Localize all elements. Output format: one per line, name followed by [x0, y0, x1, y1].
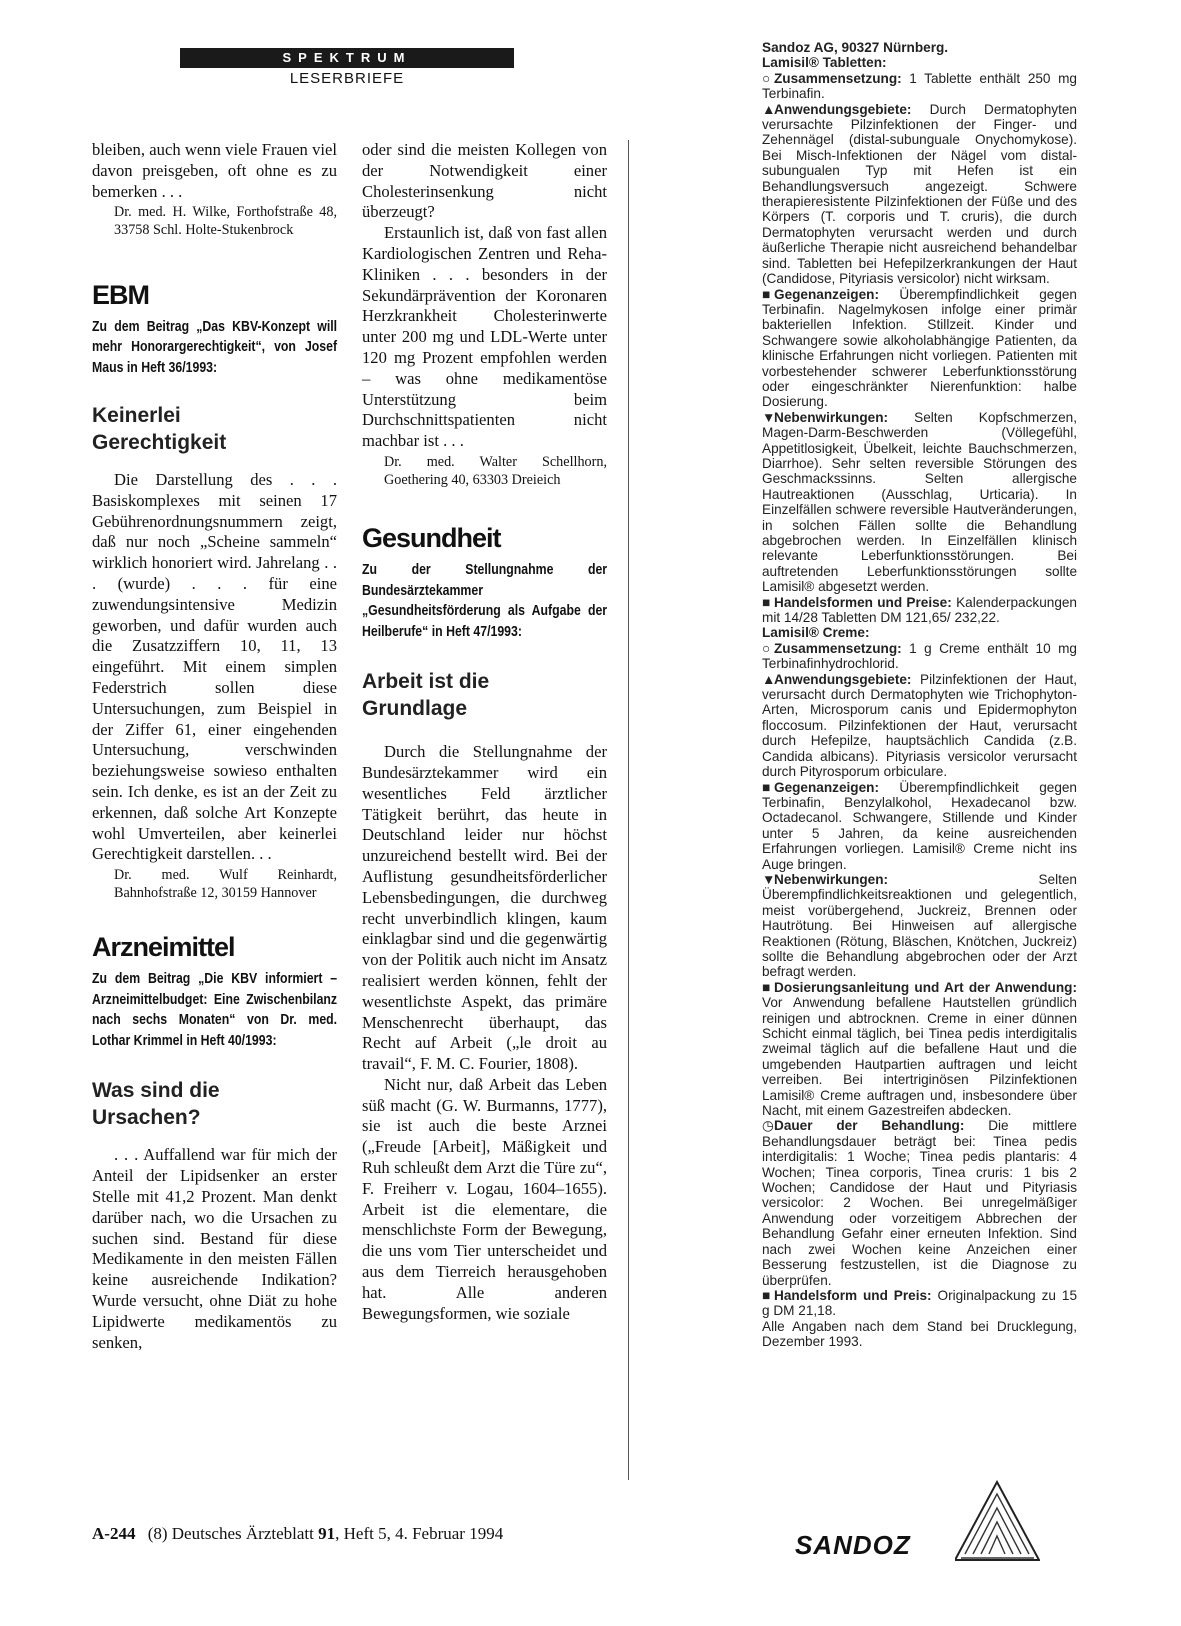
tablet-title: Lamisil® Tabletten: — [762, 55, 887, 71]
lamisil-advert — [762, 40, 1077, 1350]
label: Anwendungsgebiete: — [774, 101, 912, 117]
composition-icon: ○ — [762, 70, 771, 86]
section-title-arzneimittel: Arzneimittel — [92, 932, 235, 963]
ebm-text: Die Darstellung des . . . Basiskomplexes mit seinen 17 Gebührenordnungsnummern zeigt, daß nur noch „Scheine sammeln“ wirklich honoriert wird. Jahrelang . . . (wurde) . . . für eine zuwendungsintensive Medizin geworben, und dafür wurden auch die Zusatzziffern 10, 11, 13 eingeführt. Mit einem simplen Federstrich sollen diese Untersuchungen, zum Beispiel in der Ziffer 61, einer eingehenden Untersuchung, verschwinden beziehungsweise sowieso enthalten sein. Ich denke, es ist an der Zeit zu erkennen, daß solche Art Konzepte wohl Umverteilen, aber keinerlei Gerechtigkeit darstellen. . . — [92, 470, 337, 864]
column-1 — [92, 140, 337, 1353]
dosage-icon: ■ — [762, 979, 771, 995]
continued-text-2: Erstaunlich ist, daß von fast allen Kardiologischen Zentren und Reha-Kliniken . . . besonders in der Sekundärprävention der Koronaren Herzkrankheit Cholesterinwerte unter 200 mg und LDL-Werte unter 120 mg Prozent empfohlen werden – was ohne medikamentöse Unterstützung beim Durchschnittspatienten nicht machbar ist . . . — [362, 223, 607, 451]
value: Die mittlere Behandlungsdauer beträgt bei: Tinea pedis interdigitalis: 1 Woche; Tinea pedis plantaris: 4 Wochen; Tinea corporis, Tinea cruris: 1 bis 2 Wochen; Candidose der Haut und Pityriasis versicolor: 2 Wochen. Bei unregelmäßiger Anwendung oder vorzeitigem Abbrechen der Behandlung Gefahr einer erneuten Infektion. Sind nach zwei Wochen keine Anzeichen einer Besserung festzustellen, ist die Diagnose zu überprüfen. — [762, 1118, 1077, 1288]
value: Selten Kopfschmerzen, Magen-Darm-Beschwerden (Völlegefühl, Appetitlosigkeit, Übelkeit, leichte Bauchschmerzen, Diarrhoe). Sehr selten reversible Störungen des Geschmackssinns. Selten allergische Hautreaktionen (Ausschlag, Urticaria). In Einzelfällen schwere reversible Hautveränderungen, in solchen Fällen sollte die Behandlung abgebrochen werden. In Einzelfällen klinisch relevante Leberfunktionsstörungen. Bei auftretenden Leberfunktionsstörungen sollte Lamisil® abgesetzt werden. — [762, 409, 1077, 595]
label: Gegenanzeigen: — [774, 286, 879, 302]
label: Handelsformen und Preise: — [774, 594, 952, 610]
section-title-ebm: EBM — [92, 279, 149, 310]
gesundheit-text-1: Durch die Stellungnahme der Bundesärztekammer wird ein wesentliches Feld ärztlicher Tätigkeit berührt, das heute in Deutschland leider nur höchst unzureichend bestellt wird. Bei der Auflistung gesundheitsförderlicher Lebensbedingungen, die durchweg recht unverbindlich klingen, kaum einklagbar sind und die gegenwärtig von der Politik auch nicht im Ansatz realisiert werden können, fehlt der wesentlichste Aspekt, das primäre Menschenrecht überhaupt, das Recht auf Arbeit („le droit au travail“, F. M. C. Fourier, 1808). — [362, 742, 607, 1074]
label: Zusammensetzung: — [774, 70, 902, 86]
label: Nebenwirkungen: — [774, 409, 889, 425]
column-2 — [362, 140, 607, 1324]
footer-issue: , Heft 5, 4. Februar 1994 — [335, 1524, 504, 1543]
heading-ebm: Keinerlei Gerechtigkeit — [92, 404, 227, 455]
package-icon: ■ — [762, 1287, 771, 1303]
value: Pilzinfektionen der Haut, verursacht durch Dermatophyten wie Trichophyton-Arten, Microsporum canis und Epidermophyton floccosum. Pilzinfektionen der Haut, verursacht durch Hefepilze, hauptsächlich Candida (z.B. Candida albicans). Pityriasis versicolor verursacht durch Pityrosporum orbiculare. — [762, 671, 1077, 780]
reference-arzneimittel: Zu dem Beitrag „Die KBV informiert – Arzneimittelbudget: Eine Zwischenbilanz nach sechs Monaten“ von Dr. med. Lothar Krimmel in Heft 40/1993: — [92, 970, 338, 1049]
reference-gesundheit: Zu der Stellungnahme der Bundesärztekammer „Gesundheitsförderung als Aufgabe der Heilberufe“ in Heft 47/1993: — [362, 561, 608, 640]
label: Nebenwirkungen: — [774, 871, 889, 887]
continued-text: oder sind die meisten Kollegen von der Notwendigkeit einer Cholesterinsenkung nicht überzeugt? — [362, 140, 607, 222]
contraindication-icon: ■ — [762, 286, 771, 302]
side-effects-icon: ▼ — [762, 871, 776, 887]
contraindication-icon: ■ — [762, 779, 771, 795]
section-title-gesundheit: Gesundheit — [362, 523, 501, 554]
arzneimittel-text: . . . Auffallend war für mich der Anteil der Lipidsenker an erster Stelle mit 41,2 Prozent. Man denkt darüber nach, wo die Ursachen zu suchen sind. Bestand für diese Medikamente in den meisten Fällen keine ausreichende Indikation? Wurde versucht, ohne Diät zu hohe Lipidwerte medikamentös zu senken, — [92, 1145, 337, 1352]
value: Kalenderpackungen mit 14/28 Tabletten DM 121,65/ 232,22. — [762, 594, 1077, 626]
value: 1 g Creme enthält 10 mg Terbinafinhydrochlorid. — [762, 640, 1077, 672]
label: Handelsform und Preis: — [774, 1287, 932, 1303]
label: Anwendungsgebiete: — [774, 671, 912, 687]
indication-icon: ▲ — [762, 671, 776, 687]
ebm-signature: Dr. med. Wulf Reinhardt, Bahnhofstraße 12, 30159 Hannover — [114, 867, 337, 901]
section-banner: SPEKTRUM — [180, 48, 514, 68]
value: Vor Anwendung befallene Hautstellen gründlich reinigen und abtrocknen. Creme in einer dünnen Schicht einmal täglich, bei Tinea pedis interdigitalis zweimal täglich auf die befallene Haut und die umgebenden Hautpartien auftragen und leicht verreiben. Bei intertriginösen Pilzinfektionen Lamisil® Creme auftragen und, insbesondere über Nacht, mit einem Gazestreifen abdecken. — [762, 995, 1077, 1119]
value: Selten Überempfindlichkeitsreaktionen und gelegentlich, meist vorübergehend, Juckreiz, Brennen oder Hautrötung. Bei Hinweisen auf allergische Reaktionen (Rötung, Bläschen, Knötchen, Juckreiz) sollte die Behandlung abgebrochen oder der Arzt befragt werden. — [762, 871, 1077, 980]
company: Sandoz AG, 90327 Nürnberg. — [762, 40, 949, 55]
package-icon: ■ — [762, 594, 771, 610]
sandoz-wordmark: SANDOZ — [795, 1530, 911, 1560]
value: Überempfindlichkeit gegen Terbinafin, Benzylalkohol, Hexadecanol bzw. Octadecanol. Schwangere, Stillende und Kinder unter 5 Jahren, da keine ausreichenden Erfahrungen vorliegen. Lamisil® Creme nicht ins Auge bringen. — [762, 779, 1077, 872]
section-label: LESERBRIEFE — [289, 70, 405, 87]
value: 1 Tablette enthält 250 mg Terbinafin. — [762, 70, 1077, 102]
column-divider — [628, 140, 629, 1480]
label: Gegenanzeigen: — [774, 779, 879, 795]
sandoz-triangle-logo — [955, 1480, 1040, 1562]
composition-icon: ○ — [762, 640, 771, 656]
gesundheit-text-2: Nicht nur, daß Arbeit das Leben süß macht (G. W. Burmanns, 1777), sie ist auch die beste Arznei („Freude [Arbeit], Mäßigkeit und Ruh schleußt dem Arzt die Türe zu“, F. Freiherr v. Logau, 1604–1655). Arbeit ist die elementare, die menschlichste Form der Bewegung, die uns vom Tier unterscheidet und aus dem Tierreich herausgehoben hat. Alle anderen Bewegungsformen, wie soziale — [362, 1074, 607, 1323]
continued-signature: Dr. med. Walter Schellhorn, Goethering 40, 63303 Dreieich — [384, 453, 607, 488]
label: Dauer der Behandlung: — [774, 1118, 965, 1134]
value: Durch Dermatophyten verursachte Pilzinfektionen der Finger- und Zehennägel (distal-subunguale Onychomykose). Bei Misch-Infektionen der Nägel vom distal-subungualen Typ mit Hefen ist ein Behandlungsversuch angezeigt. Schwere therapieresistente Pilzinfektionen der Füße und des Körpers (T. corporis und T. cruris), die durch Dermatophyten verursacht werden und durch äußerliche Therapie nicht ausreichend behandelbar sind. Tabletten bei Hefepilzerkrankungen der Haut (Candidose, Pityriasis versicolor) nicht wirksam. — [762, 101, 1077, 287]
cream-title: Lamisil® Creme: — [762, 625, 870, 641]
status-note: Alle Angaben nach dem Stand bei Drucklegung, Dezember 1993. — [762, 1318, 1077, 1350]
clock-icon: ◷ — [762, 1118, 774, 1134]
volume: 91 — [318, 1524, 336, 1543]
heading-arzneimittel: Was sind die Ursachen? — [92, 1079, 220, 1130]
value: Überempfindlichkeit gegen Terbinafin. Nagelmykosen infolge einer primär bakteriellen Infektion. Stillzeit. Kinder und Schwangere sowie alkoholabhängige Patienten, da klinische Erfahrungen nicht vorliegen. Patienten mit vorbestehender schwerer Leberfunktionsstörung oder eingeschränkter Nierenfunktion: halbe Dosierung. — [762, 286, 1077, 410]
value: Originalpackung zu 15 g DM 21,18. — [762, 1287, 1078, 1319]
indication-icon: ▲ — [762, 101, 776, 117]
side-effects-icon: ▼ — [762, 409, 776, 425]
intro-text: bleiben, auch wenn viele Frauen viel davon preisgeben, oft ohne es zu bemerken . . . — [92, 140, 337, 201]
intro-signature: Dr. med. H. Wilke, Forthofstraße 48, 33758 Schl. Holte-Stukenbrock — [114, 204, 337, 238]
label: Zusammensetzung: — [774, 640, 902, 656]
footer-text: (8) Deutsches Ärzteblatt — [147, 1524, 319, 1543]
page-number: A-244 — [92, 1524, 136, 1543]
reference-ebm: Zu dem Beitrag „Das KBV-Konzept will mehr Honorargerechtigkeit“, von Josef Maus in Heft 36/1993: — [92, 317, 338, 376]
label: Dosierungsanleitung und Art der Anwendung: — [774, 979, 1077, 995]
heading-gesundheit: Arbeit ist die Grundlage — [362, 670, 490, 721]
page-footer — [92, 1524, 503, 1544]
